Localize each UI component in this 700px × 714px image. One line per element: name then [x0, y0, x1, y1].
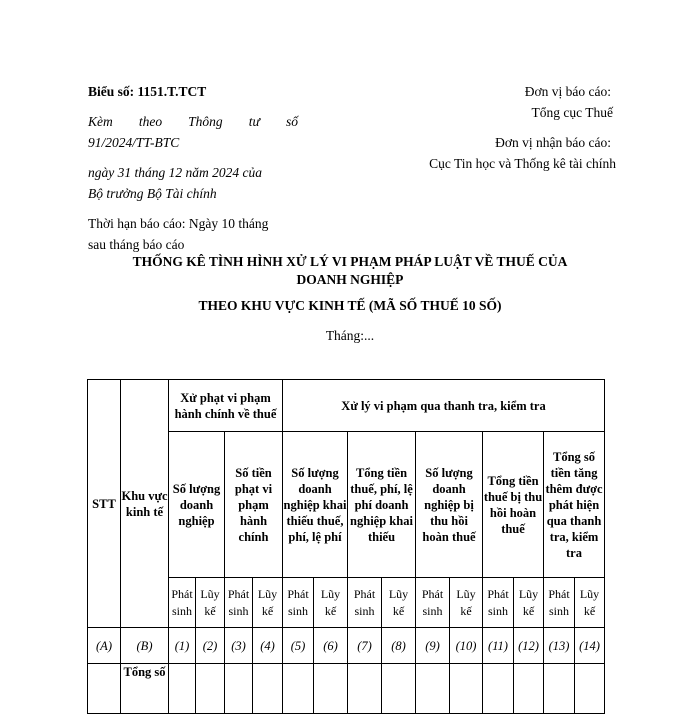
code-2: (2)	[196, 628, 225, 664]
reporter-label: Đơn vị báo cáo:	[524, 84, 611, 99]
subheader-6: Tổng tiền thuế bị thu hồi hoàn thuế	[483, 432, 544, 578]
code-8: (8)	[382, 628, 416, 664]
header-region: Khu vực kinh tế	[121, 380, 169, 628]
subsub-6: Lũy kế	[314, 578, 348, 628]
code-4: (4)	[253, 628, 283, 664]
subsub-3: Phát sinh	[225, 578, 253, 628]
code-a: (A)	[88, 628, 121, 664]
report-table	[87, 379, 605, 714]
report-month: Tháng:...	[325, 328, 375, 343]
code-1: (1)	[169, 628, 196, 664]
total-cell	[314, 664, 348, 714]
code-14: (14)	[575, 628, 605, 664]
subsub-4: Lũy kế	[253, 578, 283, 628]
total-cell	[348, 664, 382, 714]
title-line-1: THỐNG KÊ TÌNH HÌNH XỬ LÝ VI PHẠM PHÁP LUẬT VỀ THUẾ CỦA	[132, 254, 568, 269]
subsub-11: Phát sinh	[483, 578, 514, 628]
subsub-5: Phát sinh	[283, 578, 314, 628]
total-cell	[169, 664, 196, 714]
total-cell	[382, 664, 416, 714]
subsub-7: Phát sinh	[348, 578, 382, 628]
subheader-1: Số lượng doanh nghiệp	[169, 432, 225, 578]
code-10: (10)	[450, 628, 483, 664]
date-line-2: Bộ trưởng Bộ Tài chính	[88, 186, 217, 201]
total-cell	[450, 664, 483, 714]
code-7: (7)	[348, 628, 382, 664]
header-admin-penalty: Xử phạt vi phạm hành chính về thuế	[169, 380, 283, 432]
code-6: (6)	[314, 628, 348, 664]
total-cell	[575, 664, 605, 714]
subsub-9: Phát sinh	[416, 578, 450, 628]
deadline-line-2: sau tháng báo cáo	[88, 237, 185, 252]
code-5: (5)	[283, 628, 314, 664]
subsub-8: Lũy kế	[382, 578, 416, 628]
total-cell	[283, 664, 314, 714]
code-11: (11)	[483, 628, 514, 664]
code-12: (12)	[514, 628, 544, 664]
form-code: Biểu số: 1151.T.TCT	[88, 84, 207, 99]
receiver-name: Cục Tin học và Thống kê tài chính	[429, 156, 616, 171]
date-line-1: ngày 31 tháng 12 năm 2024 của	[88, 165, 262, 180]
total-cell	[225, 664, 253, 714]
total-cell	[483, 664, 514, 714]
code-3: (3)	[225, 628, 253, 664]
subsub-2: Lũy kế	[196, 578, 225, 628]
title-line-2: DOANH NGHIỆP	[296, 272, 404, 287]
subheader-3: Số lượng doanh nghiệp khai thiếu thuế, phí, lệ phí	[283, 432, 348, 578]
header-inspection: Xử lý vi phạm qua thanh tra, kiểm tra	[283, 380, 605, 432]
subsub-10: Lũy kế	[450, 578, 483, 628]
subheader-5: Số lượng doanh nghiệp bị thu hồi hoàn thuế	[416, 432, 483, 578]
subheader-2: Số tiền phạt vi phạm hành chính	[225, 432, 283, 578]
deadline-line-1: Thời hạn báo cáo: Ngày 10 tháng	[88, 216, 269, 231]
code-9: (9)	[416, 628, 450, 664]
reporter-name: Tổng cục Thuế	[531, 105, 613, 120]
title-line-3: THEO KHU VỰC KINH TẾ (MÃ SỐ THUẾ 10 SỐ)	[198, 298, 502, 313]
form-meta-right	[400, 81, 616, 174]
form-meta-left	[88, 81, 298, 255]
subsub-13: Phát sinh	[544, 578, 575, 628]
attached-line-2: 91/2024/TT-BTC	[88, 135, 180, 150]
subsub-12: Lũy kế	[514, 578, 544, 628]
subheader-4: Tổng tiền thuế, phí, lệ phí doanh nghiệp khai thiếu	[348, 432, 416, 578]
total-cell	[253, 664, 283, 714]
subheader-7: Tổng số tiền tăng thêm được phát hiện qua thanh tra, kiểm tra	[544, 432, 605, 578]
receiver-label: Đơn vị nhận báo cáo:	[495, 135, 611, 150]
total-cell	[514, 664, 544, 714]
subsub-14: Lũy kế	[575, 578, 605, 628]
total-row-stt	[88, 664, 121, 714]
subsub-1: Phát sinh	[169, 578, 196, 628]
total-cell	[416, 664, 450, 714]
code-b: (B)	[121, 628, 169, 664]
header-stt: STT	[88, 380, 121, 628]
total-cell	[196, 664, 225, 714]
attached-line-1: Kèm theo Thông tư số	[88, 114, 298, 129]
total-cell	[544, 664, 575, 714]
total-row-label: Tổng số	[121, 664, 169, 714]
code-13: (13)	[544, 628, 575, 664]
